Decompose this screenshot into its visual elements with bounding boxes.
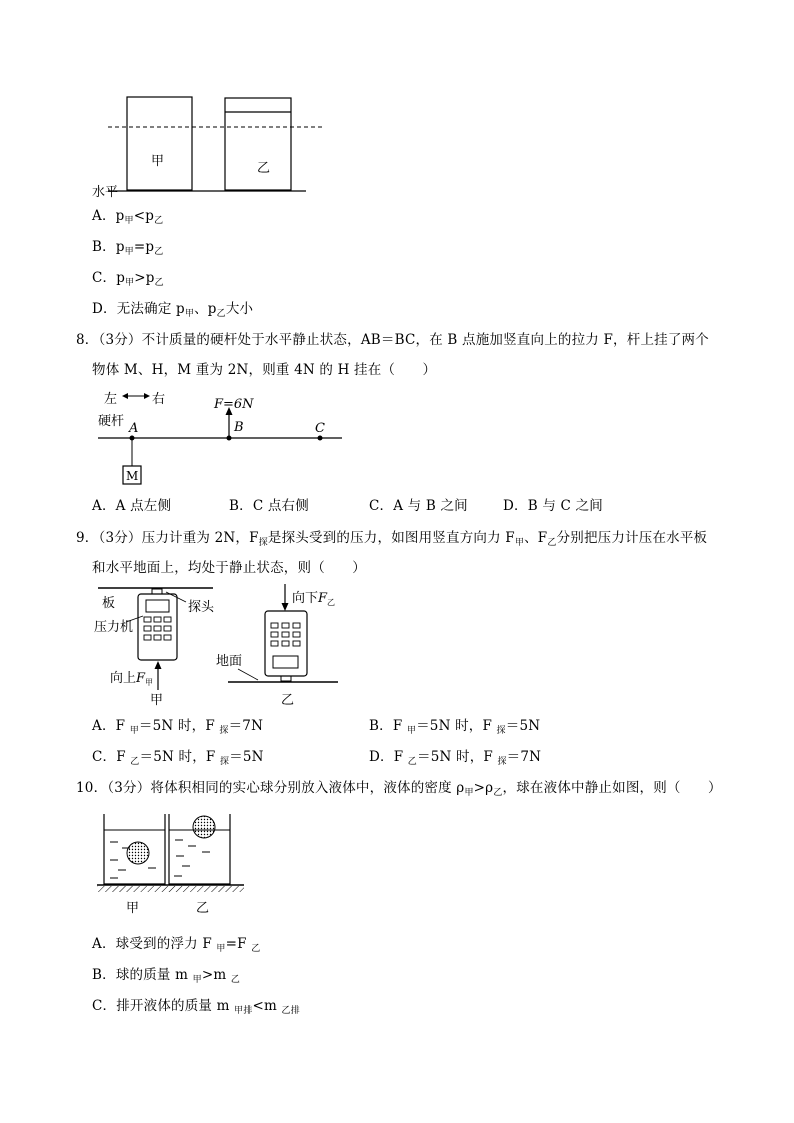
label-b: B: [234, 420, 244, 435]
label-m: M: [126, 469, 139, 483]
label-jia: 甲: [126, 901, 140, 916]
force-up-arrowhead: [155, 661, 162, 669]
label-down: 向下$F_乙$: [292, 591, 336, 607]
q10-option-a[interactable]: A．球受到的浮力 F $_甲$=F $_乙$: [92, 936, 261, 954]
gauge-jia-screen: [146, 600, 169, 612]
ground-label: 水平: [92, 185, 119, 200]
q10-stem-line1: 10．（3分）将体积相同的实心球分别放入液体中，液体的密度 $\rho_甲>\rho_乙$，球在液体中静止如图，则（ ）: [76, 780, 722, 798]
probe-yi: [281, 676, 291, 681]
label-ground: 地面: [216, 654, 243, 669]
label-yi: 乙: [281, 693, 295, 708]
ground-leader-line: [238, 669, 258, 680]
label-right: 右: [152, 392, 166, 407]
q8-stem-line2: 物体 M、H，M 重为 2N，则重 4N 的 H 挂在（ ）: [92, 362, 437, 378]
q7-option-c[interactable]: C．$p_甲>p_乙$: [92, 270, 164, 288]
q7-option-b[interactable]: B．$p_甲=p_乙$: [92, 239, 164, 257]
q8-figure: [92, 386, 352, 488]
q7-figure: [80, 92, 340, 202]
label-yi: 乙: [196, 901, 210, 916]
q8-option-a[interactable]: A．A 点左侧: [92, 498, 172, 514]
gauge-jia-keypad: [144, 617, 171, 640]
q9-option-b[interactable]: B．F $_甲$＝5N 时，F $_探$＝5N: [369, 718, 541, 736]
point-b: [227, 436, 232, 441]
q7-option-d[interactable]: D．无法确定 $p_甲$、$p_乙$大小: [92, 301, 254, 319]
label-c: C: [315, 421, 325, 436]
label-jia: 甲: [150, 693, 164, 708]
q8-option-d[interactable]: D．B 与 C 之间: [503, 498, 603, 514]
q10-option-c[interactable]: C．排开液体的质量 m $_{甲排}$<m $_{乙排}$: [92, 998, 300, 1016]
label-yi: 乙: [257, 161, 271, 176]
q9-stem-line2: 和水平地面上，均处于静止状态，则（ ）: [92, 560, 366, 576]
label-left: 左: [104, 392, 118, 407]
q9-stem-line1: 9．（3分）压力计重为 2N，$F_探$是探头受到的压力，如图用竖直方向力 $F_甲$、$F_乙$分别把压力计压在水平板: [76, 530, 708, 548]
ball-jia: [127, 842, 149, 864]
arrowhead-left: [122, 393, 128, 399]
gauge-yi-keypad: [271, 623, 300, 646]
q9-figure: [88, 580, 348, 710]
liquid-marks-yi: [174, 840, 210, 876]
q9-option-a[interactable]: A．F $_甲$＝5N 时，F $_探$＝7N: [92, 718, 264, 736]
q9-option-c[interactable]: C．F $_乙$＝5N 时，F $_探$＝5N: [92, 749, 264, 767]
gauge-yi-screen: [273, 656, 298, 668]
q7-option-a[interactable]: A．$p_甲<p_乙$: [92, 208, 164, 226]
ball-yi: [193, 816, 215, 838]
q10-figure: [92, 806, 262, 921]
label-jia: 甲: [151, 154, 165, 169]
label-rod: 硬杆: [98, 414, 125, 429]
container-jia: [127, 97, 192, 190]
q8-option-b[interactable]: B．C 点右侧: [229, 498, 309, 514]
point-c: [318, 436, 323, 441]
label-force: F=6N: [214, 397, 254, 412]
q10-option-b[interactable]: B．球的质量 m $_甲$>m $_乙$: [92, 967, 241, 985]
label-a: A: [129, 421, 139, 436]
arrowhead-right: [144, 393, 150, 399]
q8-stem-line1: 8．（3分）不计质量的硬杆处于水平静止状态，AB＝BC，在 B 点施加竖直向上的拉力 F，杆上挂了两个: [76, 332, 709, 348]
q9-option-d[interactable]: D．F $_乙$＝5N 时，F $_探$＝7N: [369, 749, 542, 767]
label-probe: 探头: [188, 600, 215, 615]
label-up: 向上$F_甲$: [110, 671, 154, 687]
probe-jia: [152, 589, 162, 594]
ground-hatch: [97, 886, 244, 892]
label-gauge: 压力机: [94, 620, 134, 635]
label-board: 板: [102, 596, 116, 611]
q8-option-c[interactable]: C．A 与 B 之间: [369, 498, 468, 514]
force-down-arrowhead: [282, 603, 289, 611]
